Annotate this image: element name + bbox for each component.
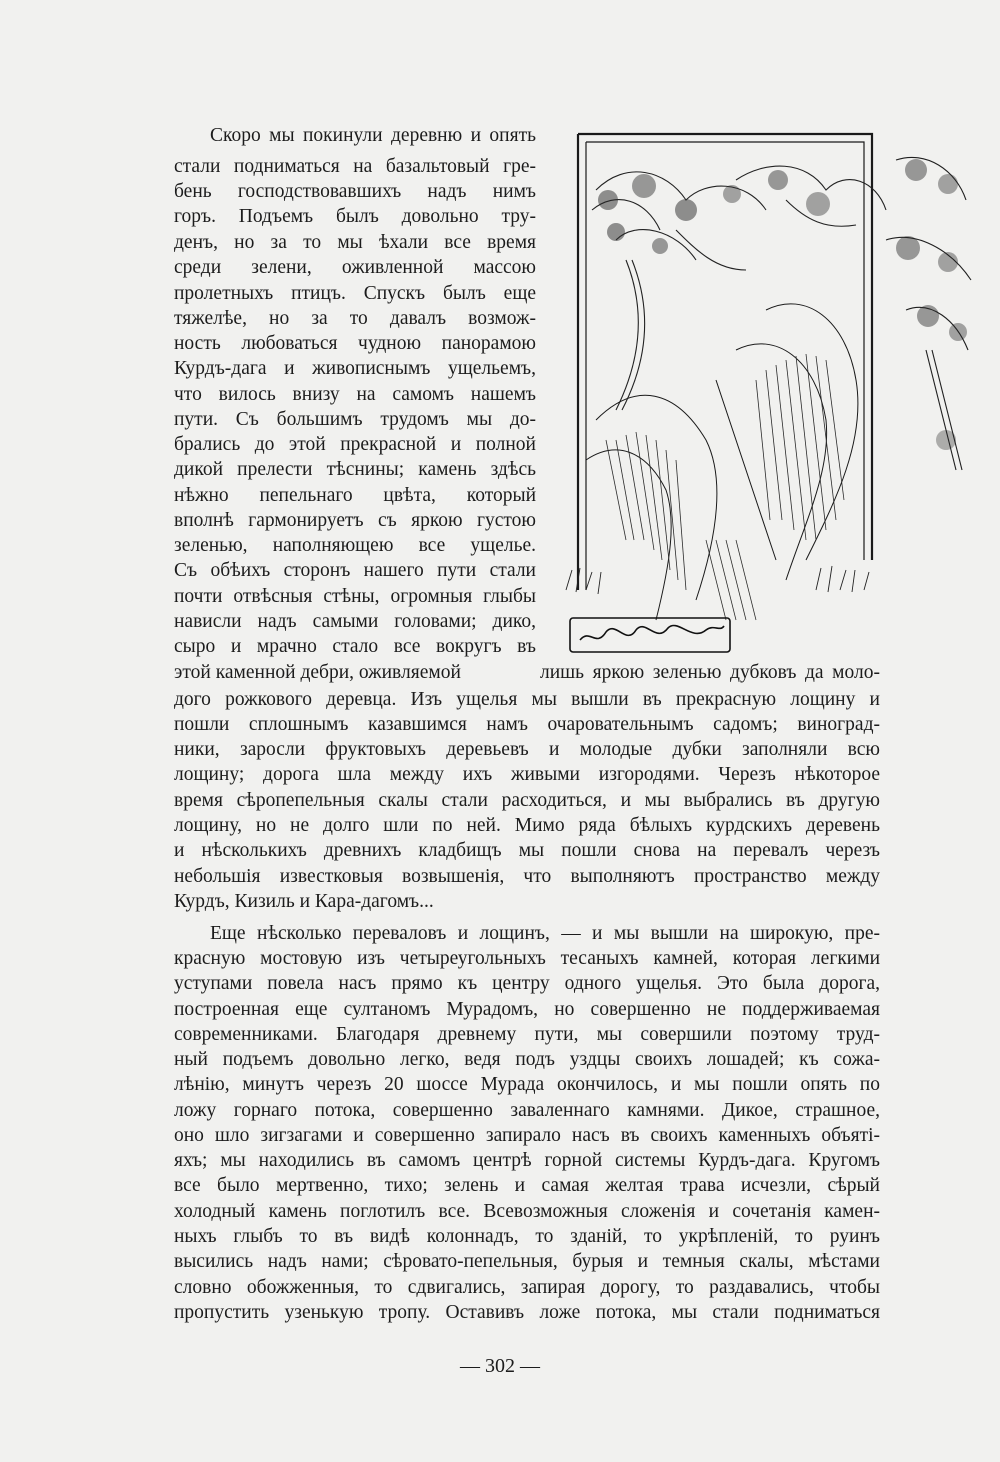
gorge-illustration [556,120,976,665]
text-line: почти отвѣсныя стѣны, огромныя глыбы [174,586,536,607]
text-line: время сѣропепельныя скалы стали расходиться, и мы выбрались въ другую [174,790,880,811]
text-line: и нѣсколькихъ древнихъ кладбищъ мы пошли снова на перевалъ черезъ [174,840,880,861]
text-line: построенная еще султаномъ Мурадомъ, но совершенно не поддерживаемая [174,999,880,1020]
text-line: брались до этой прекрасной и полной [174,434,536,455]
text-line: современниками. Благодаря древнему пути, мы совершили поэтому труд- [174,1024,880,1045]
text-line: пропустить узенькую тропу. Оставивъ ложе потока, мы стали подниматься [174,1302,880,1323]
text-line: горъ. Подъемъ былъ довольно тру- [174,206,536,227]
text-line: пути. Съ большимъ трудомъ мы до- [174,409,536,430]
text-line: оно шло зигзагами и совершенно запирало насъ въ своихъ каменныхъ объятi- [174,1125,880,1146]
text-line: лощину, но не долго шли по ней. Мимо ряда бѣлыхъ курдскихъ деревень [174,815,880,836]
text-line: словно обожженныя, то сдвигались, запирая дорогу, то раздавались, чтобы [174,1277,880,1298]
text-line: высились надъ нами; сѣровато-пепельныя, бурыя и темныя скалы, мѣстами [174,1251,880,1272]
text-line: бень господствовавшихъ надъ нимъ [174,181,536,202]
text-line: Съ обѣихъ сторонъ нашего пути стали [174,560,536,581]
text-line: пошли сплошнымъ казавшимся намъ очаровательнымъ садомъ; виноград- [174,714,880,735]
text-line: дого рожкового деревца. Изъ ущелья мы вышли въ прекрасную лощину и [174,689,880,710]
text-line: дикой прелести тѣснины; камень здѣсь [174,459,536,480]
text-line: красную мостовую изъ четыреугольныхъ тесаныхъ камней, которая легкими [174,948,880,969]
text-line: среди зелени, оживленной массою [174,257,536,278]
text-line: стали подниматься на базальтовый гре- [174,156,536,177]
text-line: яхъ; мы находились въ самомъ центрѣ горной системы Курдъ-дага. Кругомъ [174,1150,880,1171]
text-line: вполнѣ гармонируетъ съ яркою густою [174,510,536,531]
text-line: сыро и мрачно стало все вокругъ въ [174,636,536,657]
text-line: зеленью, наполняющею все ущелье. [174,535,536,556]
text-line: лощину; дорога шла между ихъ живыми изгородями. Черезъ нѣкоторое [174,764,880,785]
text-line: Еще нѣсколько переваловъ и лощинъ, — и мы вышли на широкую, пре- [210,923,880,944]
text-line: нависли надъ самыми головами; дико, [174,611,536,632]
text-line: ныхъ глыбъ то въ видѣ колоннадъ, то зданій, то укрѣпленій, то руинъ [174,1226,880,1247]
text-line: Курдъ-дага и живописнымъ ущельемъ, [174,358,536,379]
text-line: уступами повела насъ прямо къ центру одного ущелья. Это была дорога, [174,973,880,994]
text-line: ники, заросли фруктовыхъ деревьевъ и молодые дубки заполняли всю [174,739,880,760]
text-line: этой каменной дебри, оживляемой [174,662,461,683]
text-line: все было мертвенно, тихо; зелень и самая желтая трава исчезли, сѣрый [174,1175,880,1196]
text-line: нѣжно пепельнаго цвѣта, который [174,485,536,506]
page-number: — 302 — [460,1355,540,1377]
text-line: лѣнію, минутъ черезъ 20 шоссе Мурада окончилось, и мы пошли опять по [174,1074,880,1095]
text-line: что вилось внизу на самомъ нашемъ [174,384,536,405]
text-line: холодный камень поглотилъ все. Всевозможныя сложенія и сочетанія камен- [174,1201,880,1222]
text-line: тяжелѣе, но за то давалъ возмож- [174,308,536,329]
text-line: Курдъ, Кизиль и Кара-дагомъ... [174,891,434,912]
text-line: Скоро мы покинули деревню и опять [210,125,536,146]
text-line: ложу горнаго потока, совершенно заваленнаго камнями. Дикое, страшное, [174,1100,880,1121]
text-line: лишь яркою зеленью дубковъ да моло- [540,662,880,683]
text-line: ность любоваться чудною панорамою [174,333,536,354]
text-line: пролетныхъ птицъ. Спускъ былъ еще [174,283,536,304]
text-line: ный подъемъ довольно легко, ведя подъ уздцы своихъ лошадей; къ сожа- [174,1049,880,1070]
text-line: небольшія известковыя возвышенія, что выполняютъ пространство между [174,866,880,887]
text-line: денъ, но за то мы ѣхали все время [174,232,536,253]
